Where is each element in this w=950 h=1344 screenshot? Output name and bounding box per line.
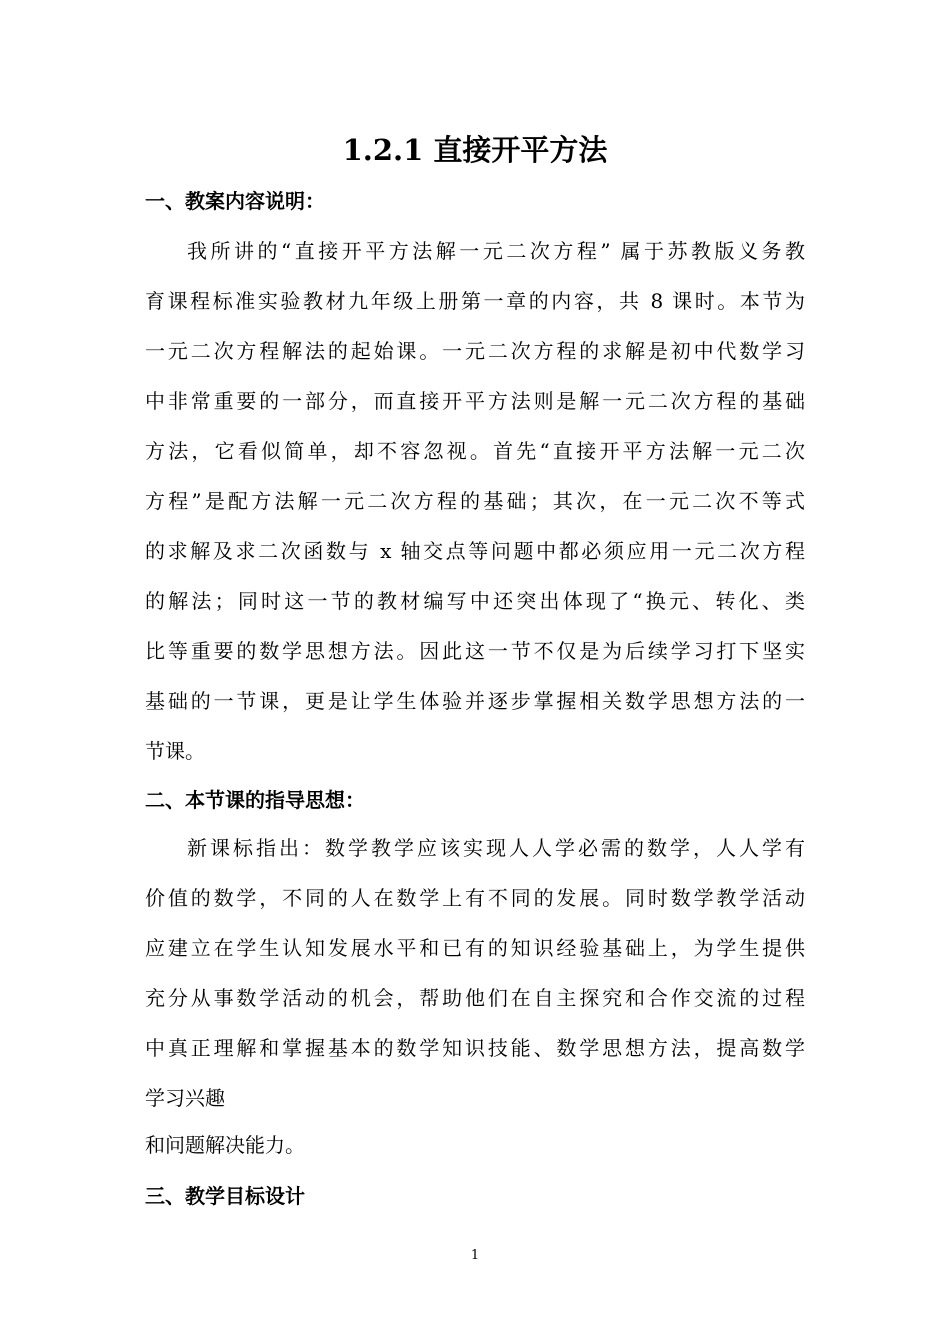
paragraph-line: 中真正理解和掌握基本的数学知识技能、数学思想方法，提高数学 xyxy=(145,1036,805,1060)
paragraph-line: 方法，它看似简单，却不容忽视。首先“直接开平方法解一元二次 xyxy=(145,439,805,463)
section-heading-guiding-principle: 二、本节课的指导思想： xyxy=(145,788,365,812)
paragraph-continuation xyxy=(145,1130,805,1180)
paragraph-line: 一元二次方程解法的起始课。一元二次方程的求解是初中代数学习 xyxy=(145,339,805,363)
paragraph-line: 充分从事数学活动的机会，帮助他们在自主探究和合作交流的过程 xyxy=(145,986,805,1010)
paragraph-line: 的解法；同时这一节的教材编写中还突出体现了“换元、转化、类 xyxy=(145,589,805,613)
section-heading-teaching-objectives: 三、教学目标设计 xyxy=(145,1184,305,1208)
paragraph-line: 学习兴趣 xyxy=(145,1086,225,1110)
paragraph-content-description xyxy=(145,236,805,786)
paragraph-line: 育课程标准实验教材九年级上册第一章的内容，共 8 课时。本节为 xyxy=(145,289,805,313)
paragraph-line: 应建立在学生认知发展水平和已有的知识经验基础上，为学生提供 xyxy=(145,936,805,960)
paragraph-line: 基础的一节课，更是让学生体验并逐步掌握相关数学思想方法的一 xyxy=(145,689,805,713)
paragraph-line: 的求解及求二次函数与 x 轴交点等问题中都必须应用一元二次方程 xyxy=(145,539,805,563)
paragraph-line: 价值的数学，不同的人在数学上有不同的发展。同时数学教学活动 xyxy=(145,886,805,910)
paragraph-guiding-principle xyxy=(145,833,805,1133)
page-number: 1 xyxy=(470,1248,480,1263)
paragraph-line: 我所讲的“直接开平方法解一元二次方程” 属于苏教版义务教 xyxy=(187,239,805,263)
paragraph-line: 节课。 xyxy=(145,739,205,763)
paragraph-line: 和问题解决能力。 xyxy=(145,1133,305,1157)
section-heading-content-description: 一、教案内容说明： xyxy=(145,189,325,213)
paragraph-line: 方程”是配方法解一元二次方程的基础；其次，在一元二次不等式 xyxy=(145,489,805,513)
document-title: 1.2.1 直接开平方法 xyxy=(342,133,608,167)
paragraph-line: 新课标指出：数学教学应该实现人人学必需的数学，人人学有 xyxy=(187,836,805,860)
paragraph-line: 比等重要的数学思想方法。因此这一节不仅是为后续学习打下坚实 xyxy=(145,639,805,663)
paragraph-line: 中非常重要的一部分，而直接开平方法则是解一元二次方程的基础 xyxy=(145,389,805,413)
